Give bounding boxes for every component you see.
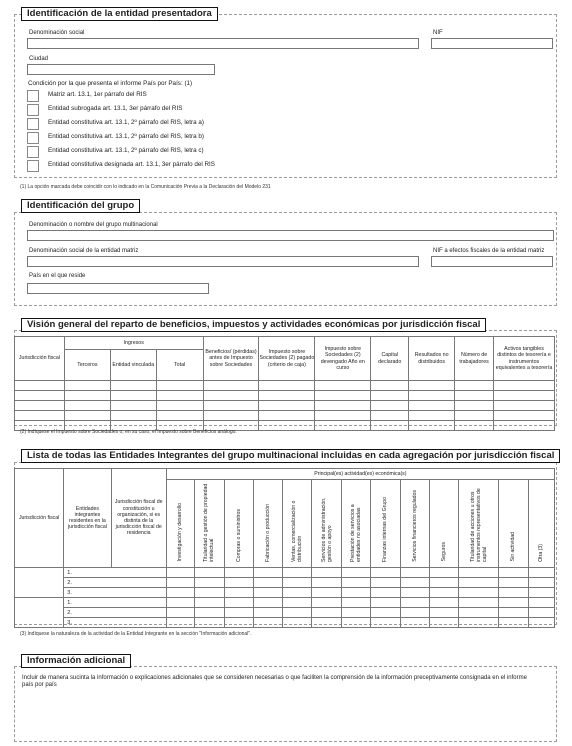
header-activity-label: Sin actividad (510, 532, 517, 562)
option-matriz-label: Matriz art. 13.1, 1er párrafo del RIS (48, 91, 147, 98)
table-cell[interactable] (494, 381, 555, 391)
ciudad-label: Ciudad (29, 56, 49, 62)
activity-cell[interactable] (195, 568, 224, 578)
header-activity-label: Ventas, comercialización o distribución (291, 500, 304, 562)
header-beneficios: Beneficios/ (pérdidas) antes de Impuesto sobre Sociedades (203, 337, 259, 381)
activity-cell[interactable] (400, 618, 429, 628)
activity-cell[interactable] (224, 588, 253, 598)
table-cell[interactable] (15, 401, 65, 411)
activity-cell[interactable] (459, 598, 499, 608)
table-cell[interactable] (15, 391, 65, 401)
denominacion-social-label: Denominación social (29, 30, 85, 36)
option-subrogada-checkbox[interactable] (27, 104, 39, 116)
header-activity (371, 480, 400, 568)
table-row (15, 618, 555, 628)
note-1: (1) La opción marcada debe coincidir con lo indicado en la Comunicación Previa a la Declaración del Modelo 231 (20, 184, 271, 190)
activity-cell[interactable] (283, 568, 312, 578)
option-designada-checkbox[interactable] (27, 160, 39, 172)
table-cell[interactable] (110, 391, 156, 401)
activity-cell[interactable] (253, 608, 282, 618)
header-activity (253, 480, 282, 568)
nif-matriz-field[interactable] (431, 256, 553, 267)
denominacion-social-field[interactable] (27, 38, 419, 49)
table-cell[interactable] (203, 411, 259, 421)
table-cell[interactable] (371, 391, 409, 401)
activity-cell[interactable] (400, 608, 429, 618)
activity-cell[interactable] (224, 578, 253, 588)
option-matriz-checkbox[interactable] (27, 90, 39, 102)
table-cell[interactable] (371, 381, 409, 391)
header-activity-label: Prestación de servicios a entidades no asociadas (350, 504, 363, 562)
vision-general-table (14, 336, 555, 431)
header-activity (341, 480, 370, 568)
pais-field[interactable] (27, 283, 209, 294)
activity-cell[interactable] (195, 608, 224, 618)
activity-cell[interactable] (429, 588, 458, 598)
activity-cell[interactable] (499, 608, 528, 618)
activity-cell[interactable] (371, 618, 400, 628)
activity-cell[interactable] (312, 568, 341, 578)
header-entidades: Entidades integrantes residentes en la jurisdicción fiscal (64, 469, 111, 568)
informacion-adicional-text: Incluir de manera sucinta la información o explicaciones adicionales que se consideren necesarias o que faciliten la comprensión de la información preceptivamente consignada en el informe país por país (22, 675, 527, 688)
table-cell[interactable] (110, 411, 156, 421)
header-activity-label: Titularidad de acciones u otros instrumentos representativos de capital (469, 487, 488, 562)
section-title-identificacion-grupo: Identificación del grupo (21, 199, 140, 213)
activity-cell[interactable] (253, 588, 282, 598)
activity-cell[interactable] (371, 588, 400, 598)
option-constitutiva-b-label: Entidad constitutiva art. 13.1, 2º párrafo del RIS, letra b) (48, 133, 204, 140)
activity-cell[interactable] (429, 598, 458, 608)
header-activity (312, 480, 341, 568)
header-activity (224, 480, 253, 568)
section-title-vision-general: Visión general del reparto de beneficios, impuestos y actividades económicas por jurisdicción fiscal (21, 318, 486, 332)
activity-cell[interactable] (400, 588, 429, 598)
activity-cell[interactable] (429, 608, 458, 618)
option-constitutiva-c-label: Entidad constitutiva art. 13.1, 2º párrafo del RIS, letra c) (48, 147, 204, 154)
activity-cell[interactable] (528, 578, 554, 588)
activity-cell[interactable] (528, 568, 554, 578)
table-cell[interactable] (315, 381, 371, 391)
table-row (15, 598, 555, 608)
table-cell[interactable] (156, 411, 203, 421)
activity-cell[interactable] (253, 618, 282, 628)
header-activos: Activos tangibles distintos de tesorería e instrumentos equivalentes a tesorería (494, 337, 555, 381)
ciudad-field[interactable] (27, 64, 215, 75)
section-title-entidad-presentadora: Identificación de la entidad presentadora (21, 7, 218, 21)
table-cell[interactable] (371, 411, 409, 421)
option-designada-label: Entidad constitutiva designada art. 13.1, 3er párrafo del RIS (48, 161, 215, 168)
table-cell[interactable] (315, 391, 371, 401)
table-cell[interactable] (409, 381, 455, 391)
activity-cell[interactable] (371, 568, 400, 578)
informacion-adicional-field[interactable] (18, 690, 552, 736)
section-title-lista-entidades: Lista de todas las Entidades Integrantes del grupo multinacional incluidas en cada agregación por jurisdicción fiscal (21, 449, 560, 463)
section-title-informacion-adicional: Información adicional (21, 654, 131, 668)
activity-cell[interactable] (459, 608, 499, 618)
table-row (15, 608, 555, 618)
activity-cell[interactable] (459, 578, 499, 588)
header-activity-label: Investigación y desarrollo (177, 503, 184, 562)
note-3: (3) Indíquese la naturaleza de la actividad de la Entidad Integrante en la sección "Información adicional". (20, 631, 252, 637)
option-constitutiva-a-checkbox[interactable] (27, 118, 39, 130)
header-impuesto-pagado: Impuesto sobre Sociedades (2) pagado (criterio de caja) (259, 337, 315, 381)
table-cell[interactable] (494, 421, 555, 431)
entity-row-number[interactable]: 3. (64, 618, 167, 628)
table-cell[interactable] (455, 421, 494, 431)
table-cell[interactable] (203, 391, 259, 401)
activity-cell[interactable] (499, 568, 528, 578)
table-cell[interactable] (15, 381, 65, 391)
table-cell[interactable] (156, 401, 203, 411)
header-activity-label: Servicios financieros regulados (411, 490, 418, 562)
activity-cell[interactable] (528, 608, 554, 618)
activity-cell[interactable] (371, 578, 400, 588)
header-total: Total (156, 350, 203, 381)
header-activity-label: Compras o suministros (235, 508, 242, 562)
activity-cell[interactable] (499, 588, 528, 598)
activity-cell[interactable] (195, 588, 224, 598)
header-activity (459, 480, 499, 568)
table-cell[interactable] (455, 391, 494, 401)
activity-cell[interactable] (400, 578, 429, 588)
activity-cell[interactable] (224, 568, 253, 578)
activity-cell[interactable] (224, 618, 253, 628)
header-activity-label: Otra (3) (538, 543, 545, 562)
activity-cell[interactable] (429, 578, 458, 588)
activity-cell[interactable] (341, 618, 370, 628)
table-cell[interactable] (455, 381, 494, 391)
table-cell[interactable] (409, 401, 455, 411)
table-cell[interactable] (259, 401, 315, 411)
entity-row-number[interactable]: 2. (64, 578, 167, 588)
activity-cell[interactable] (166, 618, 194, 628)
activity-cell[interactable] (312, 618, 341, 628)
activity-cell[interactable] (459, 588, 499, 598)
activity-cell[interactable] (341, 608, 370, 618)
activity-cell[interactable] (166, 608, 194, 618)
table-cell[interactable] (203, 381, 259, 391)
activity-cell[interactable] (341, 598, 370, 608)
header-capital: Capital declarado (371, 337, 409, 381)
header-activity (499, 480, 528, 568)
header-trabajadores: Número de trabajadores (455, 337, 494, 381)
activity-cell[interactable] (253, 598, 282, 608)
header-activity-label: Finanzas internas del Grupo (382, 496, 389, 562)
activity-cell[interactable] (283, 598, 312, 608)
header-terceros: Terceros (64, 350, 110, 381)
table-cell[interactable] (64, 411, 110, 421)
table-cell[interactable] (409, 391, 455, 401)
activity-cell[interactable] (195, 598, 224, 608)
table-row (15, 588, 555, 598)
header-activity (528, 480, 554, 568)
activity-cell[interactable] (459, 618, 499, 628)
table-cell[interactable] (409, 421, 455, 431)
activity-cell[interactable] (341, 578, 370, 588)
table-cell[interactable] (409, 411, 455, 421)
table-cell[interactable] (455, 411, 494, 421)
header-constitucion: Jurisdicción fiscal de constitución u organización, si es distinta de la jurisdicción fiscal de residencia (111, 469, 166, 568)
activity-cell[interactable] (429, 618, 458, 628)
header-vinculada: Entidad vinculada (110, 350, 156, 381)
table-cell[interactable] (259, 421, 315, 431)
activity-cell[interactable] (459, 568, 499, 578)
activity-cell[interactable] (499, 598, 528, 608)
table-cell[interactable] (15, 411, 65, 421)
table-cell[interactable] (315, 411, 371, 421)
activity-cell[interactable] (312, 588, 341, 598)
table-row (15, 568, 555, 578)
header-ingresos: Ingresos (64, 337, 203, 350)
jurisdiccion-cell[interactable] (15, 568, 64, 598)
note-2: (2) Indíquese el Impuesto sobre Sociedades o, en su caso, el Impuesto sobre Beneficios análogo. (20, 429, 237, 435)
activity-cell[interactable] (499, 578, 528, 588)
table-cell[interactable] (494, 401, 555, 411)
option-constitutiva-b-checkbox[interactable] (27, 132, 39, 144)
entity-row-number[interactable]: 1. (64, 598, 167, 608)
activity-cell[interactable] (283, 588, 312, 598)
header-activity-label: Servicios de administración, gestión o apoyo (320, 497, 333, 562)
activity-cell[interactable] (528, 588, 554, 598)
table-cell[interactable] (259, 391, 315, 401)
activity-cell[interactable] (283, 578, 312, 588)
header-actividades: Principal(es) actividad(es) económica(s) (166, 469, 554, 480)
table-cell[interactable] (156, 391, 203, 401)
activity-cell[interactable] (195, 618, 224, 628)
table-cell[interactable] (455, 401, 494, 411)
nif-label: NIF (433, 30, 443, 36)
activity-cell[interactable] (371, 598, 400, 608)
activity-cell[interactable] (499, 618, 528, 628)
activity-cell[interactable] (400, 598, 429, 608)
table-cell[interactable] (315, 401, 371, 411)
table-row (15, 401, 555, 411)
header-jurisdiccion: Jurisdicción fiscal (15, 337, 65, 381)
activity-cell[interactable] (341, 568, 370, 578)
grupo-field[interactable] (27, 230, 554, 241)
jurisdiccion-cell[interactable] (15, 598, 64, 628)
activity-cell[interactable] (253, 578, 282, 588)
option-constitutiva-a-label: Entidad constitutiva art. 13.1, 2º párrafo del RIS, letra a) (48, 119, 204, 126)
activity-cell[interactable] (166, 568, 194, 578)
table-cell[interactable] (110, 401, 156, 411)
table-cell[interactable] (494, 411, 555, 421)
header-impuesto-devengado: Impuesto sobre Sociedades (2) devengado Año en curso (315, 337, 371, 381)
nif-matriz-label: NIF a efectos fiscales de la entidad matriz (433, 248, 545, 254)
activity-cell[interactable] (312, 608, 341, 618)
header-activity-label: Seguros (440, 542, 447, 562)
activity-cell[interactable] (166, 588, 194, 598)
table-cell[interactable] (315, 421, 371, 431)
activity-cell[interactable] (400, 568, 429, 578)
table-cell[interactable] (156, 381, 203, 391)
condicion-label: Condición por la que presenta el informe País por País: (1) (28, 80, 193, 87)
matriz-label: Denominación social de la entidad matriz (29, 248, 139, 254)
activity-cell[interactable] (224, 608, 253, 618)
header-activity (429, 480, 458, 568)
table-row (15, 391, 555, 401)
table-cell[interactable] (259, 411, 315, 421)
table-cell[interactable] (110, 381, 156, 391)
grupo-label: Denominación o nombre del grupo multinacional (29, 222, 158, 228)
header-activity (400, 480, 429, 568)
header-resultados: Resultados no distribuidos (409, 337, 455, 381)
table-cell[interactable] (371, 401, 409, 411)
table-row (15, 578, 555, 588)
activity-cell[interactable] (283, 618, 312, 628)
nif-field[interactable] (431, 38, 553, 49)
lista-entidades-table (14, 468, 555, 628)
option-subrogada-label: Entidad subrogada art. 13.1, 3er párrafo del RIS (48, 105, 183, 112)
activity-cell[interactable] (429, 568, 458, 578)
entity-row-number[interactable]: 1. (64, 568, 167, 578)
activity-cell[interactable] (253, 568, 282, 578)
table-cell[interactable] (64, 401, 110, 411)
option-constitutiva-c-checkbox[interactable] (27, 146, 39, 158)
table-cell[interactable] (371, 421, 409, 431)
table-cell[interactable] (494, 391, 555, 401)
activity-cell[interactable] (528, 598, 554, 608)
table-cell[interactable] (259, 381, 315, 391)
header-activity-label: Fabricación o producción (264, 503, 271, 562)
pais-label: País en el que reside (29, 273, 86, 279)
table-cell[interactable] (203, 401, 259, 411)
matriz-field[interactable] (27, 256, 419, 267)
activity-cell[interactable] (312, 598, 341, 608)
activity-cell[interactable] (166, 578, 194, 588)
table-row (15, 381, 555, 391)
header-activity (283, 480, 312, 568)
activity-cell[interactable] (195, 578, 224, 588)
activity-cell[interactable] (166, 598, 194, 608)
header-activity (195, 480, 224, 568)
entity-row-number[interactable]: 2. (64, 608, 167, 618)
activity-cell[interactable] (283, 608, 312, 618)
activity-cell[interactable] (341, 588, 370, 598)
activity-cell[interactable] (371, 608, 400, 618)
activity-cell[interactable] (312, 578, 341, 588)
activity-cell[interactable] (528, 618, 554, 628)
table-row (15, 411, 555, 421)
table-cell[interactable] (64, 381, 110, 391)
entity-row-number[interactable]: 3. (64, 588, 167, 598)
header-activity-label: Titularidad o gestión de propiedad intelectual (203, 483, 216, 562)
header-activity (166, 480, 194, 568)
header-jurisdiccion-fiscal: Jurisdicción fiscal (15, 469, 64, 568)
table-cell[interactable] (64, 391, 110, 401)
activity-cell[interactable] (224, 598, 253, 608)
